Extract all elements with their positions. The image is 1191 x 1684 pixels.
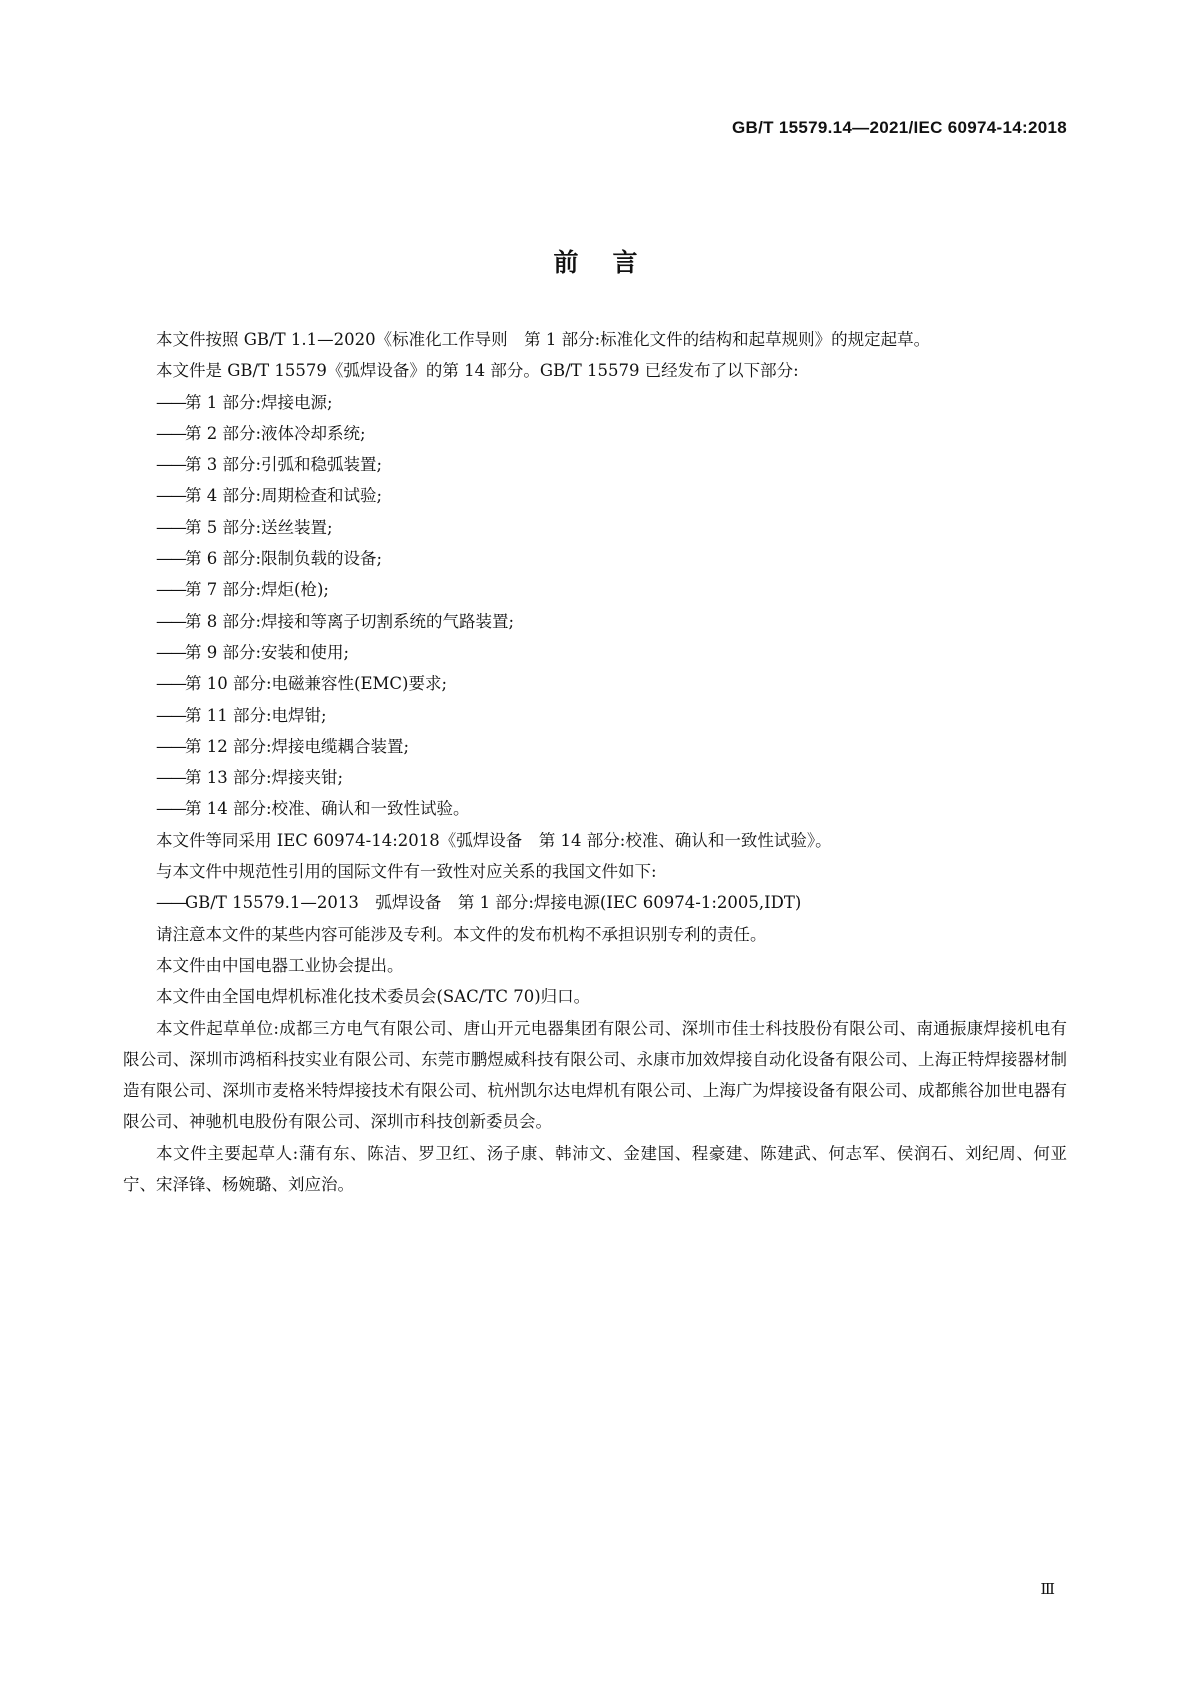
list-item-text: 第 4 部分:周期检查和试验; bbox=[185, 486, 383, 506]
dash-marker: —— bbox=[156, 486, 185, 506]
list-item bbox=[123, 512, 1067, 543]
dash-marker: —— bbox=[156, 799, 185, 819]
list-item bbox=[123, 543, 1067, 574]
dash-marker: —— bbox=[156, 580, 185, 600]
list-item-text: 第 8 部分:焊接和等离子切割系统的气路装置; bbox=[185, 611, 515, 631]
list-item bbox=[123, 762, 1067, 793]
list-item bbox=[123, 700, 1067, 731]
paragraph-adoption: 本文件等同采用 IEC 60974-14:2018《弧焊设备 第 14 部分:校准、确认和一致性试验》。 bbox=[156, 830, 832, 850]
list-item-text: 第 2 部分:液体冷却系统; bbox=[185, 423, 366, 443]
list-item bbox=[123, 480, 1067, 511]
list-item-text: 第 1 部分:焊接电源; bbox=[185, 392, 333, 412]
standard-number: GB/T 15579.14—2021/IEC 60974-14:2018 bbox=[732, 118, 1067, 137]
paragraph-proposer: 本文件由中国电器工业协会提出。 bbox=[156, 955, 404, 975]
list-item-text: 第 14 部分:校准、确认和一致性试验。 bbox=[185, 799, 470, 819]
dash-marker: —— bbox=[156, 705, 185, 725]
list-item-text: 第 9 部分:安装和使用; bbox=[185, 642, 350, 662]
paragraph-drafters: 本文件主要起草人:蒲有东、陈洁、罗卫红、汤子康、韩沛文、金建国、程豪建、陈建武、何志军、侯润石、刘纪周、何亚宁、宋泽锋、杨婉璐、刘应治。 bbox=[123, 1143, 1067, 1195]
dash-marker: —— bbox=[156, 642, 185, 662]
dash-marker: —— bbox=[156, 893, 185, 913]
list-item bbox=[123, 668, 1067, 699]
list-item bbox=[123, 887, 1067, 918]
paragraph-patent-notice: 请注意本文件的某些内容可能涉及专利。本文件的发布机构不承担识别专利的责任。 bbox=[156, 924, 767, 944]
list-item bbox=[123, 574, 1067, 605]
paragraph-series-intro: 本文件是 GB/T 15579《弧焊设备》的第 14 部分。GB/T 15579 已经发布了以下部分: bbox=[156, 361, 799, 381]
paragraph-drafting-rules: 本文件按照 GB/T 1.1—2020《标准化工作导则 第 1 部分:标准化文件的结构和起草规则》的规定起草。 bbox=[156, 330, 931, 349]
list-item bbox=[123, 793, 1067, 824]
dash-marker: —— bbox=[156, 549, 185, 569]
dash-marker: —— bbox=[156, 611, 185, 631]
dash-marker: —— bbox=[156, 423, 185, 443]
page-number: Ⅲ bbox=[1040, 1580, 1055, 1598]
dash-marker: —— bbox=[156, 736, 185, 756]
list-item-text: 第 7 部分:焊炬(枪); bbox=[185, 580, 329, 600]
list-item-text: 第 5 部分:送丝装置; bbox=[185, 517, 333, 537]
list-item-text: GB/T 15579.1—2013 弧焊设备 第 1 部分:焊接电源(IEC 60974-1:2005,IDT) bbox=[185, 893, 802, 913]
list-item-text: 第 13 部分:焊接夹钳; bbox=[185, 768, 344, 788]
list-item bbox=[123, 387, 1067, 418]
dash-marker: —— bbox=[156, 768, 185, 788]
references-list bbox=[123, 887, 1067, 918]
list-item bbox=[123, 731, 1067, 762]
paragraph-committee: 本文件由全国电焊机标准化技术委员会(SAC/TC 70)归口。 bbox=[156, 987, 591, 1007]
list-item-text: 第 3 部分:引弧和稳弧装置; bbox=[185, 455, 383, 475]
preface-body bbox=[123, 324, 1067, 1200]
paragraph-references-intro: 与本文件中规范性引用的国际文件有一致性对应关系的我国文件如下: bbox=[156, 862, 657, 882]
list-item bbox=[123, 606, 1067, 637]
page-title: 前言 bbox=[553, 247, 672, 277]
list-item bbox=[123, 637, 1067, 668]
dash-marker: —— bbox=[156, 455, 185, 475]
list-item-text: 第 12 部分:焊接电缆耦合装置; bbox=[185, 736, 410, 756]
list-item-text: 第 6 部分:限制负载的设备; bbox=[185, 549, 383, 569]
dash-marker: —— bbox=[156, 392, 185, 412]
parts-list bbox=[123, 387, 1067, 825]
paragraph-drafting-units: 本文件起草单位:成都三方电气有限公司、唐山开元电器集团有限公司、深圳市佳士科技股份有限公司、南通振康焊接机电有限公司、深圳市鸿栢科技实业有限公司、东莞市鹏煜威科技有限公司、永康市加效焊接自动化设备有限公司、上海正特焊接器材制造有限公司、深圳市麦格米特焊接技术有限公司、杭州凯尔达电焊机有限公司、上海广为焊接设备有限公司、成都熊谷加世电器有限公司、神驰机电股份有限公司、深圳市科技创新委员会。 bbox=[123, 1018, 1067, 1132]
list-item bbox=[123, 449, 1067, 480]
list-item-text: 第 10 部分:电磁兼容性(EMC)要求; bbox=[185, 674, 448, 694]
list-item-text: 第 11 部分:电焊钳; bbox=[185, 705, 327, 725]
list-item bbox=[123, 418, 1067, 449]
dash-marker: —— bbox=[156, 674, 185, 694]
dash-marker: —— bbox=[156, 517, 185, 537]
